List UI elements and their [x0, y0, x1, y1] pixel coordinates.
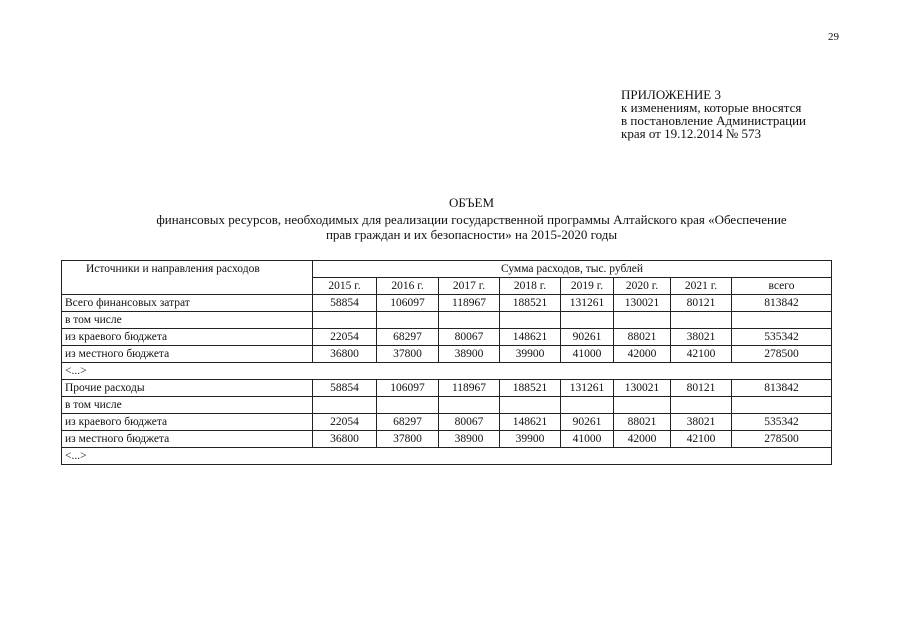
row-value — [614, 312, 671, 329]
row-value: 88021 — [614, 414, 671, 431]
row-value — [439, 397, 500, 414]
year-header: 2020 г. — [614, 278, 671, 295]
row-value — [671, 397, 732, 414]
row-value: 118967 — [439, 380, 500, 397]
year-header: 2016 г. — [377, 278, 439, 295]
row-total-value: 535342 — [732, 329, 832, 346]
row-value: 41000 — [561, 346, 614, 363]
row-value: 131261 — [561, 295, 614, 312]
title-heading: ОБЪЕМ — [448, 195, 495, 210]
row-label: из краевого бюджета — [62, 414, 313, 431]
row-value: 42000 — [614, 431, 671, 448]
row-value — [614, 397, 671, 414]
row-value: 80121 — [671, 380, 732, 397]
row-value — [500, 312, 561, 329]
table-row — [62, 295, 832, 312]
row-value: 42100 — [671, 431, 732, 448]
row-value: 118967 — [439, 295, 500, 312]
table-row — [62, 329, 832, 346]
row-value: 68297 — [377, 414, 439, 431]
row-value: 106097 — [377, 380, 439, 397]
row-value: 88021 — [614, 329, 671, 346]
row-total-value — [732, 397, 832, 414]
row-value — [313, 312, 377, 329]
row-value: 80067 — [439, 329, 500, 346]
row-total-value: 813842 — [732, 295, 832, 312]
table-row — [62, 397, 832, 414]
row-value: 90261 — [561, 414, 614, 431]
year-header: 2018 г. — [500, 278, 561, 295]
row-value — [561, 312, 614, 329]
row-total-value: 535342 — [732, 414, 832, 431]
title-line: прав граждан и их безопасности» на 2015-2020 годы — [325, 227, 618, 242]
row-value — [377, 397, 439, 414]
row-label: в том числе — [62, 397, 313, 414]
row-total-value — [732, 312, 832, 329]
row-value: 36800 — [313, 431, 377, 448]
appendix-line: в постановление Администрации — [621, 113, 807, 128]
row-value: 148621 — [500, 329, 561, 346]
row-value: 41000 — [561, 431, 614, 448]
row-value — [671, 312, 732, 329]
row-value: 22054 — [313, 329, 377, 346]
row-value: 37800 — [377, 431, 439, 448]
table-row — [62, 414, 832, 431]
row-total-value: 278500 — [732, 431, 832, 448]
budget-table — [61, 260, 832, 465]
document-title — [0, 195, 905, 242]
page-number: 29 — [828, 31, 839, 43]
table-header-row — [62, 261, 832, 278]
year-header: 2021 г. — [671, 278, 732, 295]
row-label: из местного бюджета — [62, 346, 313, 363]
total-header: всего — [732, 278, 832, 295]
row-value: 22054 — [313, 414, 377, 431]
row-value: 130021 — [614, 380, 671, 397]
row-value: 80067 — [439, 414, 500, 431]
appendix-line: края от 19.12.2014 № 573 — [621, 126, 761, 141]
row-value: 80121 — [671, 295, 732, 312]
table-row — [62, 380, 832, 397]
row-value: 106097 — [377, 295, 439, 312]
row-value — [561, 397, 614, 414]
row-value: 38021 — [671, 329, 732, 346]
row-label: <...> — [62, 448, 832, 465]
row-label: из местного бюджета — [62, 431, 313, 448]
row-value: 39900 — [500, 431, 561, 448]
row-value — [313, 397, 377, 414]
row-total-value: 278500 — [732, 346, 832, 363]
header-sum: Сумма расходов, тыс. рублей — [313, 261, 832, 278]
row-value: 37800 — [377, 346, 439, 363]
table-row — [62, 431, 832, 448]
row-value: 42100 — [671, 346, 732, 363]
row-value: 68297 — [377, 329, 439, 346]
appendix-block — [621, 88, 806, 140]
appendix-title: ПРИЛОЖЕНИЕ 3 — [621, 87, 721, 102]
table-row — [62, 312, 832, 329]
year-header: 2017 г. — [439, 278, 500, 295]
title-line: финансовых ресурсов, необходимых для реализации государственной программы Алтайского края «Обеспечение — [156, 212, 787, 227]
title-subtitle — [38, 212, 905, 242]
row-value: 38900 — [439, 431, 500, 448]
row-value: 36800 — [313, 346, 377, 363]
table-row — [62, 448, 832, 465]
row-value: 90261 — [561, 329, 614, 346]
appendix-line: к изменениям, которые вносятся — [621, 100, 802, 115]
row-value: 131261 — [561, 380, 614, 397]
row-label: <...> — [62, 363, 832, 380]
row-value: 130021 — [614, 295, 671, 312]
table-row — [62, 346, 832, 363]
table-row — [62, 363, 832, 380]
header-source: Источники и направления расходов — [62, 261, 313, 295]
row-value: 58854 — [313, 295, 377, 312]
row-value: 188521 — [500, 380, 561, 397]
row-value — [439, 312, 500, 329]
row-value: 58854 — [313, 380, 377, 397]
row-value: 38021 — [671, 414, 732, 431]
year-header: 2019 г. — [561, 278, 614, 295]
row-value — [500, 397, 561, 414]
row-value: 148621 — [500, 414, 561, 431]
row-value — [377, 312, 439, 329]
row-value: 42000 — [614, 346, 671, 363]
row-label: Всего финансовых затрат — [62, 295, 313, 312]
row-label: из краевого бюджета — [62, 329, 313, 346]
row-label: в том числе — [62, 312, 313, 329]
row-value: 39900 — [500, 346, 561, 363]
row-value: 188521 — [500, 295, 561, 312]
row-label: Прочие расходы — [62, 380, 313, 397]
year-header: 2015 г. — [313, 278, 377, 295]
row-value: 38900 — [439, 346, 500, 363]
row-total-value: 813842 — [732, 380, 832, 397]
